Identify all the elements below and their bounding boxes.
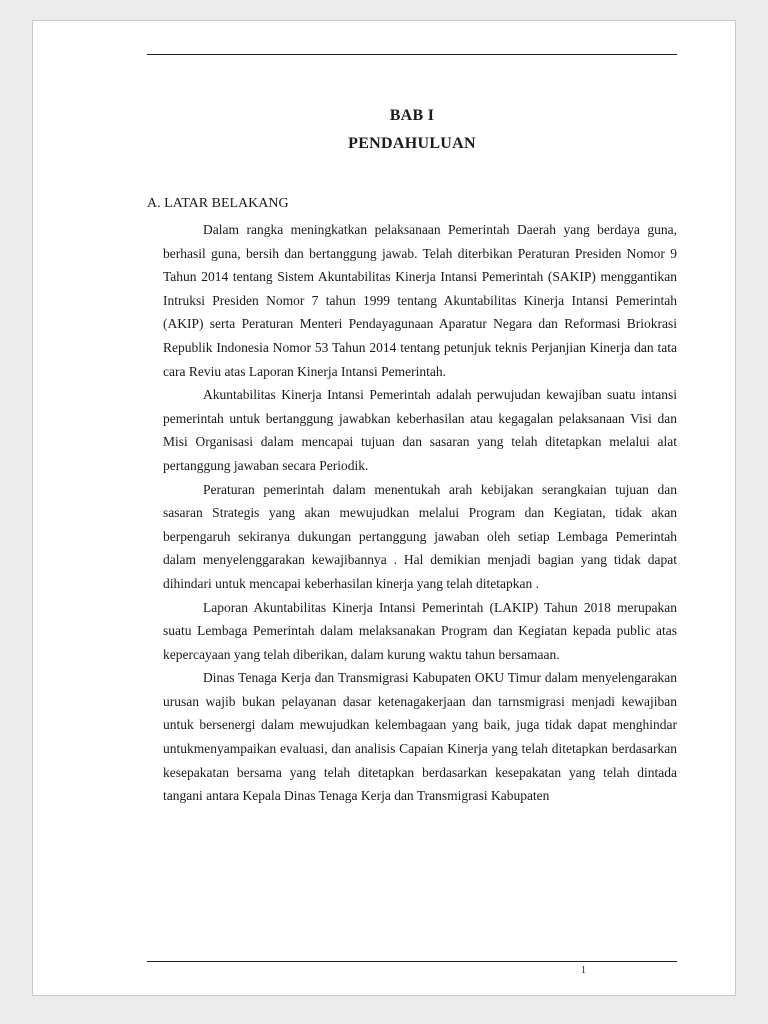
- paragraph: Dinas Tenaga Kerja dan Transmigrasi Kabupaten OKU Timur dalam menyelengarakan urusan wajib bukan pelayanan dasar ketenagakerjaan dan tarnsmigrasi menjadi kewajiban untuk bersenergi dalam mewujudkan kelembagaan yang baik, juga tidak dapat menghindar untukmenyampaikan evaluasi, dan analisis Capaian Kinerja yang telah ditetapkan berdasarkan kesepakatan bersama yang telah ditetapkan berdasarkan kesepakatan yang telah dintada tangani antara Kepala Dinas Tenaga Kerja dan Transmigrasi Kabupaten: [163, 670, 677, 804]
- chapter-title: PENDAHULUAN: [348, 135, 476, 152]
- body-text: [163, 218, 677, 808]
- header-rule: [147, 54, 677, 55]
- paragraph: Peraturan pemerintah dalam menentukah arah kebijakan serangkaian tujuan dan sasaran Strategis yang akan mewujudkan melalui Program dan Kegiatan, tidak akan berpengaruh sekiranya dukungan pertanggung jawaban oleh setiap Lembaga Pemerintah dalam menyelenggarakan kewajibannya . Hal demikian menjadi bagian yang tidak dapat dihindari untuk mencapai keberhasilan kinerja yang telah ditetapkan .: [163, 481, 677, 591]
- footer-rule: [147, 961, 677, 962]
- page-number: 1: [581, 965, 586, 976]
- document-page: [32, 20, 736, 996]
- paragraph: Akuntabilitas Kinerja Intansi Pemerintah adalah perwujudan kewajiban suatu intansi pemerintah untuk bertanggung jawabkan keberhasilan atau kegagalan pelaksanaan Visi dan Misi Organisasi dalam mencapai tujuan dan sasaran yang telah ditetapkan melalui alat pertanggung jawaban secara Periodik.: [163, 387, 677, 473]
- paragraph: Dalam rangka meningkatkan pelaksanaan Pemerintah Daerah yang berdaya guna, berhasil guna, bersih dan bertanggung jawab. Telah diterbikan Peraturan Presiden Nomor 9 Tahun 2014 tentang Sistem Akuntabilitas Kinerja Intansi Pemerintah (SAKIP) menggantikan Intruksi Presiden Nomor 7 tahun 1999 tentang Akuntabilitas Kinerja Intansi Pemerintah (AKIP) serta Peraturan Menteri Pendayagunaan Aparatur Negara dan Reformasi Briokrasi Republik Indonesia Nomor 53 Tahun 2014 tentang petunjuk teknis Perjanjian Kinerja dan tata cara Reviu atas Laporan Kinerja Intansi Pemerintah.: [163, 222, 677, 379]
- chapter-number: BAB I: [389, 107, 435, 124]
- section-title: A. LATAR BELAKANG: [147, 196, 289, 211]
- paragraph: Laporan Akuntabilitas Kinerja Intansi Pemerintah (LAKIP) Tahun 2018 merupakan suatu Lembaga Pemerintah dalam melaksanakan Program dan Kegiatan kepada public atas kepercayaan yang telah diberikan, dalam kurung waktu tahun bersamaan.: [163, 599, 677, 662]
